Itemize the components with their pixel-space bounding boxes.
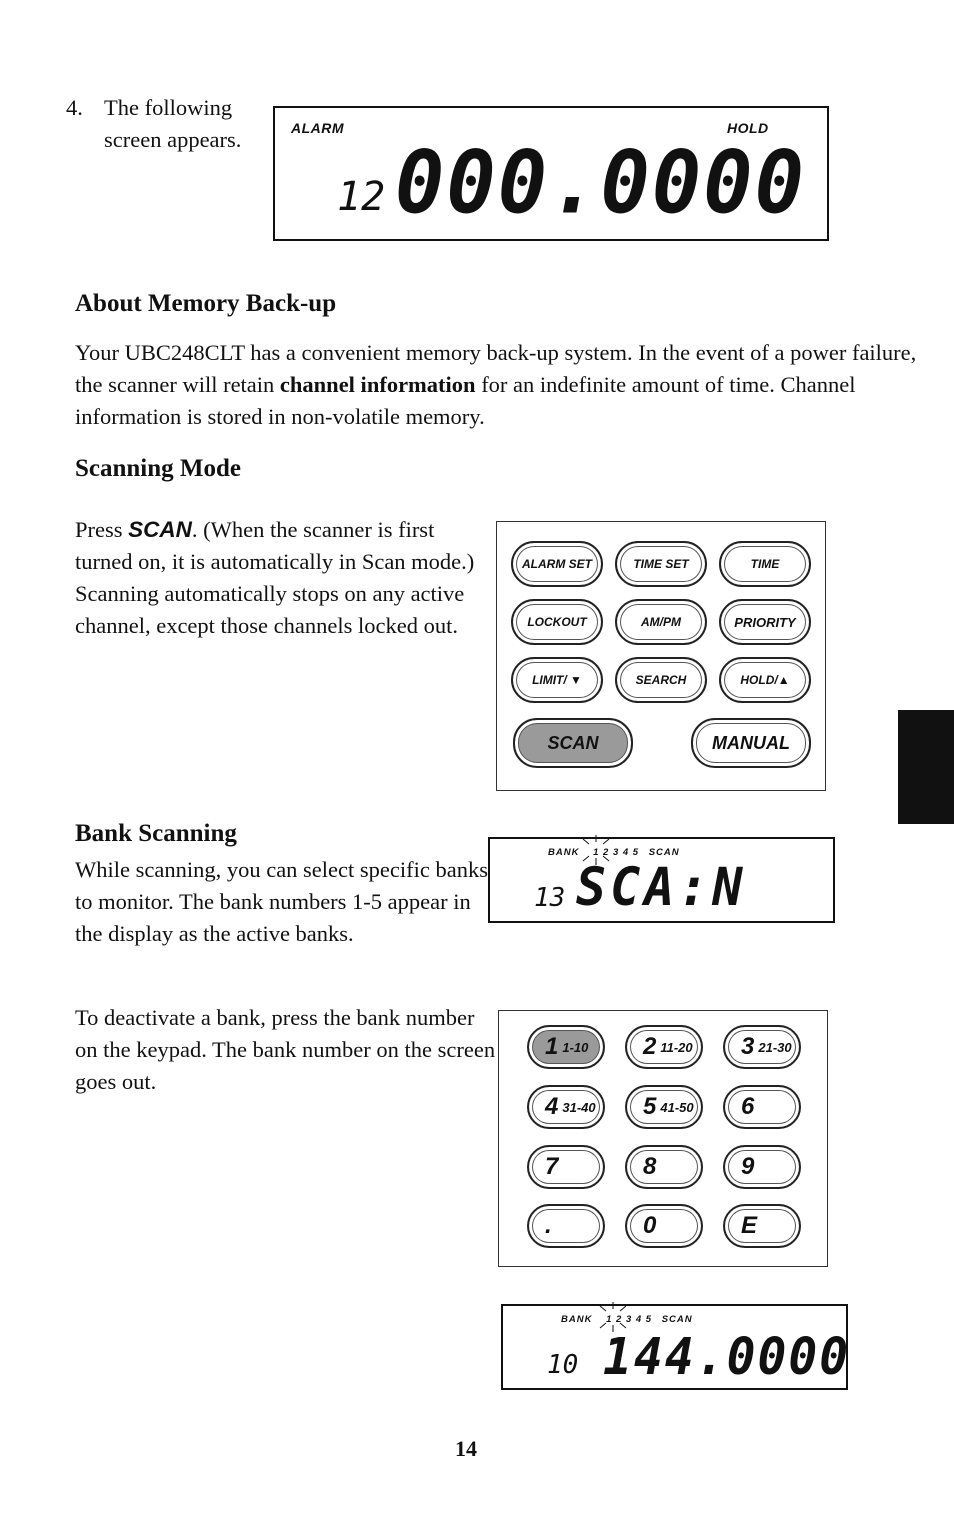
keypad-key-4[interactable] xyxy=(527,1085,605,1129)
scanning-line1 xyxy=(75,514,434,546)
alarm-indicator: ALARM xyxy=(291,120,345,136)
key-digit: 5 xyxy=(643,1093,657,1120)
memory-bold-text: channel information xyxy=(279,372,476,397)
scanning-text: Press xyxy=(75,517,129,542)
key-digit: 3 xyxy=(741,1033,755,1060)
channel-number: 10 xyxy=(547,1350,579,1380)
page-number: 14 xyxy=(455,1436,477,1461)
key-digit: 4 xyxy=(545,1093,559,1120)
section-tab xyxy=(898,710,954,824)
bank-line2: to monitor. The bank numbers 1-5 appear in xyxy=(75,889,471,914)
step-text-line1: The following xyxy=(104,95,233,120)
key-digit: 2 xyxy=(643,1033,657,1060)
step-text-line2: screen appears. xyxy=(104,127,242,152)
scan-key-ref: SCAN xyxy=(128,517,192,542)
lcd-display-2 xyxy=(488,837,835,923)
hold-up-button[interactable]: HOLD/▲ xyxy=(719,657,811,703)
bank-line3: the display as the active banks. xyxy=(75,921,354,946)
key-digit: 0 xyxy=(643,1212,657,1239)
key-range: 11-20 xyxy=(660,1039,693,1055)
scan-label: SCAN xyxy=(648,847,680,858)
scan-readout: SCA:N xyxy=(576,856,747,918)
key-digit: E xyxy=(741,1212,758,1239)
key-digit: 6 xyxy=(741,1093,755,1120)
deactivate-line2: on the keypad. The bank number on the screen xyxy=(75,1037,496,1062)
bank-numbers: 1 2 3 4 5 xyxy=(606,1314,653,1325)
key-range: 1-10 xyxy=(562,1039,589,1055)
scan-button[interactable]: SCAN xyxy=(513,718,633,768)
memory-text: for an indefinite amount of time. Channel xyxy=(475,372,856,397)
alarm-set-button[interactable]: ALARM SET xyxy=(511,541,603,587)
am-pm-button[interactable]: AM/PM xyxy=(615,599,707,645)
keypad-key-dot[interactable] xyxy=(527,1204,605,1248)
step-number: 4. xyxy=(66,95,83,120)
channel-number: 13 xyxy=(534,883,566,913)
keypad-key-7[interactable] xyxy=(527,1145,605,1189)
deactivate-line3: goes out. xyxy=(75,1069,157,1094)
lcd-display-1 xyxy=(273,106,829,241)
memory-paragraph-line2 xyxy=(75,369,855,401)
keypad-panel xyxy=(498,1010,828,1267)
memory-paragraph-line1: Your UBC248CLT has a convenient memory back-up system. In the event of a power failure, xyxy=(75,340,917,365)
time-set-button[interactable]: TIME SET xyxy=(615,541,707,587)
key-digit: . xyxy=(545,1212,552,1239)
channel-number: 12 xyxy=(337,174,386,220)
key-range: 41-50 xyxy=(660,1099,694,1115)
scan-label: SCAN xyxy=(661,1314,693,1325)
key-range: 31-40 xyxy=(562,1099,596,1115)
frequency-readout: 144.0000 xyxy=(603,1327,851,1387)
key-digit: 9 xyxy=(741,1153,755,1180)
keypad-key-0[interactable] xyxy=(625,1204,703,1248)
keypad-key-e[interactable] xyxy=(723,1204,801,1248)
bank-heading: Bank Scanning xyxy=(75,820,237,847)
scanning-line3: Scanning automatically stops on any active xyxy=(75,581,465,606)
keypad-key-2[interactable] xyxy=(625,1025,703,1069)
keypad-key-8[interactable] xyxy=(625,1145,703,1189)
keypad-key-1[interactable] xyxy=(527,1025,605,1069)
limit-down-button[interactable]: LIMIT/ ▼ xyxy=(511,657,603,703)
bank-label: BANK xyxy=(561,1314,593,1325)
key-range: 21-30 xyxy=(758,1039,792,1055)
keypad-key-9[interactable] xyxy=(723,1145,801,1189)
bank-label: BANK xyxy=(548,847,580,858)
memory-paragraph-line3: information is stored in non-volatile memory. xyxy=(75,404,485,429)
memory-text: the scanner will retain xyxy=(75,372,280,397)
control-panel xyxy=(496,521,826,791)
bank-numbers: 1 2 3 4 5 xyxy=(593,847,640,858)
deactivate-line1: To deactivate a bank, press the bank number xyxy=(75,1005,475,1030)
scanning-line2: turned on, it is automatically in Scan mode.) xyxy=(75,549,475,574)
keypad-key-6[interactable] xyxy=(723,1085,801,1129)
frequency-readout: 000.0000 xyxy=(395,133,806,234)
lcd-display-3 xyxy=(501,1304,851,1390)
hold-indicator: HOLD xyxy=(727,120,769,136)
key-digit: 8 xyxy=(643,1153,657,1180)
keypad-key-3[interactable] xyxy=(723,1025,801,1069)
search-button[interactable]: SEARCH xyxy=(615,657,707,703)
lockout-button[interactable]: LOCKOUT xyxy=(511,599,603,645)
manual-button[interactable]: MANUAL xyxy=(691,718,811,768)
memory-heading: About Memory Back-up xyxy=(75,290,337,317)
bank-line1: While scanning, you can select specific banks xyxy=(75,857,488,882)
priority-button[interactable]: PRIORITY xyxy=(719,599,811,645)
time-button[interactable]: TIME xyxy=(719,541,811,587)
scanning-line4: channel, except those channels locked out. xyxy=(75,613,458,638)
keypad-key-5[interactable] xyxy=(625,1085,703,1129)
key-digit: 1 xyxy=(545,1033,559,1060)
key-digit: 7 xyxy=(545,1153,559,1180)
scanning-heading: Scanning Mode xyxy=(75,455,242,482)
scanning-text: . (When the scanner is first xyxy=(191,517,435,542)
